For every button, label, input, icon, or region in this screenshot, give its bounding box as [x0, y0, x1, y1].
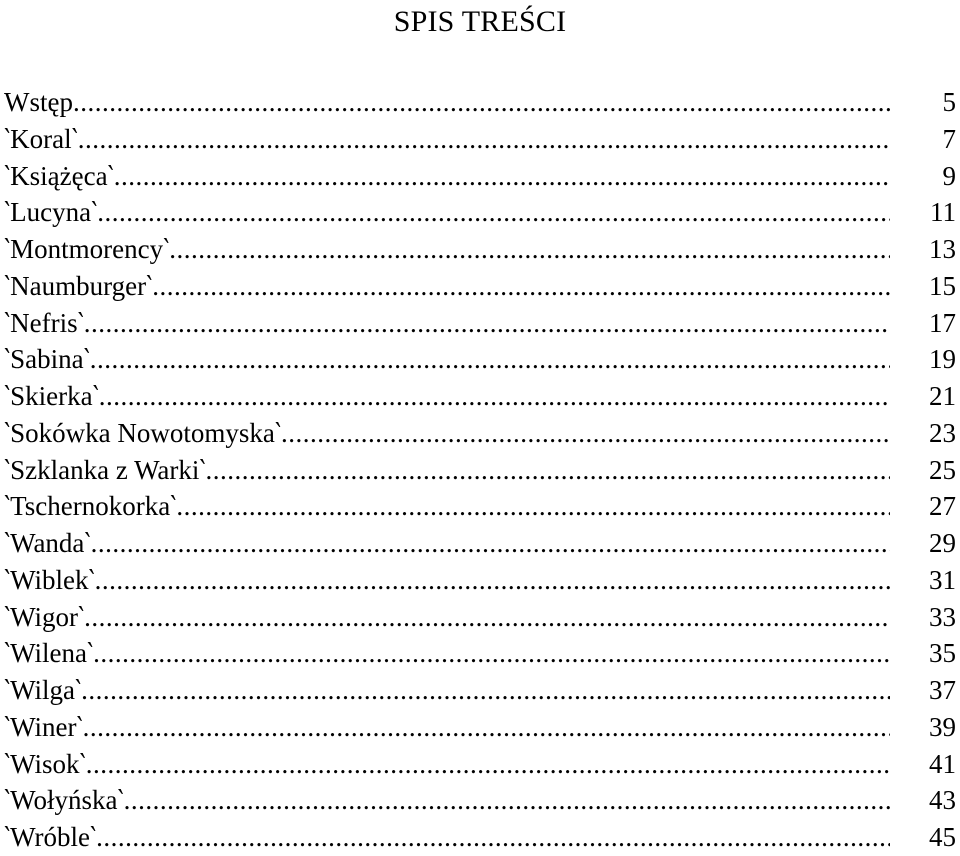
toc-entry-label: Wstęp ..... — [4, 84, 890, 121]
toc-page-number: 7 — [942, 123, 956, 154]
toc-page-number: 45 — [929, 822, 956, 852]
toc-entry-label: ‵Szklanka z Warki‵ ..... — [4, 452, 890, 489]
toc-row — [0, 268, 960, 305]
toc-entry-label: ‵Wiblek‵ ..... — [4, 562, 890, 599]
toc-row — [0, 415, 960, 452]
toc-entry-label: ‵Wigor‵ ..... — [4, 599, 890, 636]
toc-entry-label: ‵Wisok‵ ..... — [4, 746, 890, 783]
toc-page-number: 5 — [942, 87, 956, 117]
toc-row — [0, 562, 960, 599]
toc-entry-label: ‵Winer‵ ..... — [4, 709, 890, 746]
toc-row — [0, 819, 960, 856]
toc-page-number: 41 — [929, 748, 956, 779]
toc-page-number: 27 — [929, 491, 956, 522]
toc-page-number: 35 — [929, 638, 956, 669]
toc-row — [0, 231, 960, 268]
toc-page-number: 25 — [929, 454, 956, 485]
toc-page-number: 43 — [929, 785, 956, 816]
toc-entry-label: ‵Sokówka Nowotomyska‵ ..... — [4, 415, 890, 452]
toc-entry-label: ‵Nefris‵ ..... — [4, 305, 890, 342]
toc-page-number: 31 — [929, 564, 956, 595]
toc-entry-label: ‵Książęca‵ ..... — [4, 158, 890, 195]
toc-row — [0, 635, 960, 672]
toc-row — [0, 525, 960, 562]
toc-row — [0, 84, 960, 121]
toc-entry-label: ‵Koral‵ ..... — [4, 121, 890, 158]
toc-row — [0, 341, 960, 378]
toc-page-number: 13 — [929, 234, 956, 264]
toc-entry-label: ‵Skierka‵ ..... — [4, 378, 890, 415]
toc-page-number: 37 — [929, 675, 956, 705]
toc-page-number: 19 — [929, 344, 956, 375]
toc-entry-label: ‵Naumburger‵ ..... — [4, 268, 890, 305]
toc-entry-label: ‵Wilga‵ ..... — [4, 672, 890, 709]
toc-entry-label: ‵Tschernokorka‵ ..... — [4, 488, 890, 525]
toc-page-number: 39 — [929, 711, 956, 742]
toc-entry-label: ‵Wróble‵ ..... — [4, 819, 890, 856]
toc-row — [0, 158, 960, 195]
toc-page-number: 11 — [930, 197, 956, 228]
toc-row — [0, 378, 960, 415]
toc-page-number: 21 — [929, 381, 956, 411]
toc-row — [0, 452, 960, 489]
toc-row — [0, 672, 960, 709]
toc-entry-label: ‵Sabina‵ ..... — [4, 341, 890, 378]
toc-entry-label: ‵Wołyńska‵ ..... — [4, 782, 890, 819]
toc-entry-label: ‵Lucyna‵ ..... — [4, 194, 890, 231]
toc-row — [0, 121, 960, 158]
toc-row — [0, 709, 960, 746]
toc-entry-label: ‵Wilena‵ ..... — [4, 635, 890, 672]
toc-row — [0, 194, 960, 231]
page-title: SPIS TREŚCI — [393, 5, 567, 38]
toc-page-number: 33 — [929, 601, 956, 632]
toc-page-number: 15 — [929, 270, 956, 301]
toc-page-number: 23 — [929, 417, 956, 448]
toc-page-number: 29 — [929, 528, 956, 558]
toc-page-number: 17 — [929, 307, 956, 338]
toc-row — [0, 599, 960, 636]
toc-page-number: 9 — [942, 160, 956, 191]
toc-row — [0, 746, 960, 783]
toc-entry-label: ‵Montmorency‵ ..... — [4, 231, 890, 268]
table-of-contents — [0, 84, 960, 856]
toc-row — [0, 305, 960, 342]
toc-entry-label: ‵Wanda‵ ..... — [4, 525, 890, 562]
toc-row — [0, 488, 960, 525]
toc-row — [0, 782, 960, 819]
